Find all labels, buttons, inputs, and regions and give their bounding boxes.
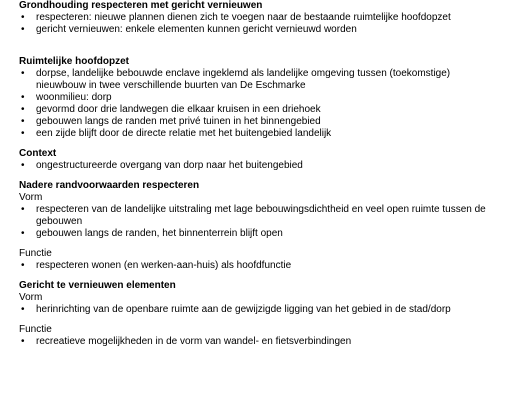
list-randvoorwaarden-functie (19, 260, 499, 272)
list-item (19, 128, 499, 140)
list-item-text: ongestructureerde overgang van dorp naar het buitengebied (36, 160, 303, 171)
list-item (19, 12, 499, 24)
list-item-text: een zijde blijft door de directe relatie met het buitengebied landelijk (36, 128, 332, 139)
bullet-icon: • (21, 260, 25, 271)
bullet-icon: • (21, 92, 25, 103)
bullet-icon: • (21, 24, 25, 35)
list-item-text: gebouwen langs de randen, het binnenterrein blijft open (36, 228, 283, 239)
list-item (19, 24, 499, 36)
subheading-vorm: Vorm (19, 292, 43, 303)
document-body (19, 0, 499, 348)
list-item-text: gevormd door drie landwegen die elkaar kruisen in een driehoek (36, 104, 321, 115)
list-item-text: gericht vernieuwen: enkele elementen kunnen gericht vernieuwd worden (36, 24, 357, 35)
list-item-text: woonmilieu: dorp (36, 92, 112, 103)
list-item (19, 228, 499, 240)
list-item (19, 104, 499, 116)
list-context (19, 160, 499, 172)
section-heading-randvoorwaarden: Nadere randvoorwaarden respecteren (19, 180, 200, 191)
section-heading-context: Context (19, 148, 57, 159)
list-item (19, 92, 499, 104)
list-item-text: herinrichting van de openbare ruimte aan de gewijzigde ligging van het gebied in de stad/dorp (36, 304, 451, 315)
bullet-icon: • (21, 12, 25, 23)
section-heading-hoofdopzet: Ruimtelijke hoofdopzet (19, 56, 129, 67)
list-hoofdopzet (19, 68, 499, 140)
section-heading-grondhouding: Grondhouding respecteren met gericht vernieuwen (19, 0, 263, 11)
bullet-icon: • (21, 68, 25, 79)
list-item (19, 116, 499, 128)
section-heading-vernieuwen: Gericht te vernieuwen elementen (19, 280, 176, 291)
bullet-icon: • (21, 128, 25, 139)
list-item (19, 260, 499, 272)
bullet-icon: • (21, 104, 25, 115)
subheading-vorm: Vorm (19, 192, 43, 203)
bullet-icon: • (21, 228, 25, 239)
list-grondhouding (19, 12, 499, 36)
list-vernieuwen-vorm (19, 304, 499, 316)
list-vernieuwen-functie (19, 336, 499, 348)
list-item-text: respecteren: nieuwe plannen dienen zich te voegen naar de bestaande ruimtelijke hoofdopzet (36, 12, 451, 23)
list-item-text: respecteren wonen (en werken-aan-huis) als hoofdfunctie (36, 260, 292, 271)
list-item-text: respecteren van de landelijke uitstraling met lage bebouwingsdichtheid en veel open ruimte tussen de gebouwen (36, 204, 486, 227)
list-item (19, 204, 499, 228)
list-item-text: dorpse, landelijke bebouwde enclave ingeklemd als landelijke omgeving tussen (toekomstige) nieuwbouw in twee verschillende buurten van De Eschmarke (36, 68, 451, 91)
list-randvoorwaarden-vorm (19, 204, 499, 240)
list-item (19, 68, 499, 92)
subheading-functie: Functie (19, 248, 52, 259)
list-item (19, 160, 499, 172)
bullet-icon: • (21, 336, 25, 347)
list-item-text: gebouwen langs de randen met privé tuinen in het binnengebied (36, 116, 321, 127)
bullet-icon: • (21, 204, 25, 215)
bullet-icon: • (21, 304, 25, 315)
bullet-icon: • (21, 160, 25, 171)
subheading-functie: Functie (19, 324, 52, 335)
list-item-text: recreatieve mogelijkheden in de vorm van wandel- en fietsverbindingen (36, 336, 352, 347)
list-item (19, 304, 499, 316)
bullet-icon: • (21, 116, 25, 127)
list-item (19, 336, 499, 348)
